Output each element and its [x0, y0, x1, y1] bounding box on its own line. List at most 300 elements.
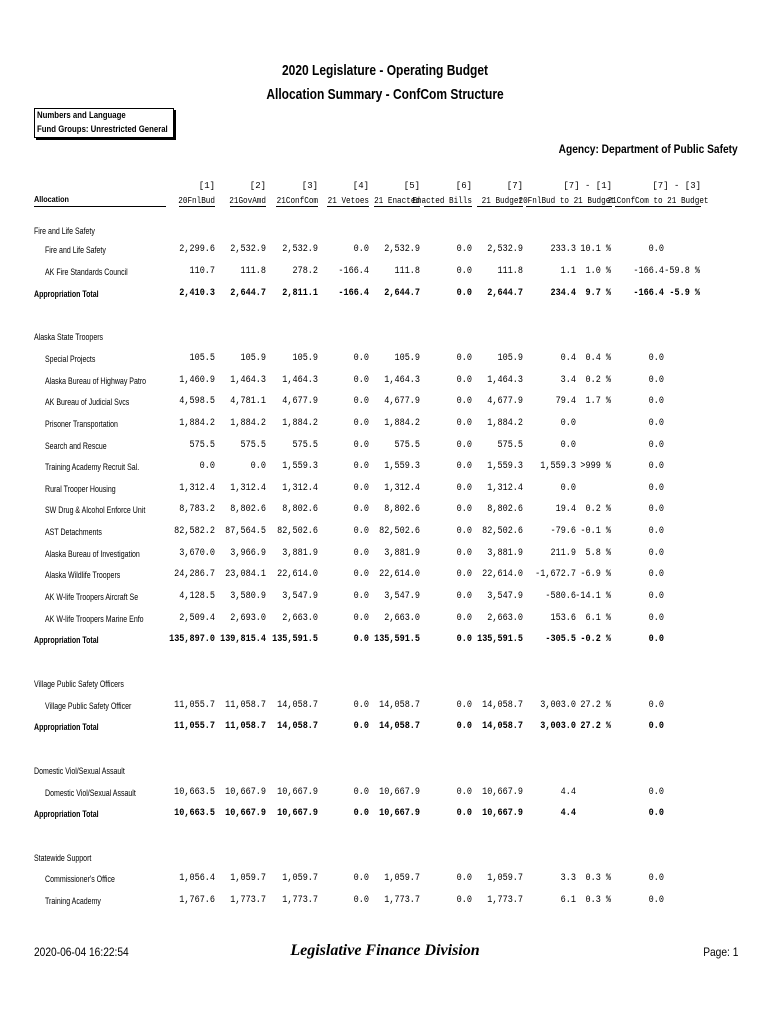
- column-underline: [615, 206, 701, 207]
- report-subtitle: Allocation Summary - ConfCom Structure: [266, 86, 504, 103]
- cell-col-2: 1,773.7: [230, 895, 266, 906]
- cell-col-8: -305.5: [545, 634, 576, 645]
- cell-col-7: 4,677.9: [487, 396, 523, 407]
- cell-col-7: 1,312.4: [487, 483, 523, 494]
- cell-col-8: 3.4: [560, 375, 576, 386]
- group-header: [0, 331, 770, 345]
- row-label: Special Projects: [45, 354, 96, 364]
- cell-col-5: 1,312.4: [384, 483, 420, 494]
- row-label: AK W-life Troopers Aircraft Se: [45, 592, 139, 602]
- cell-col-3: 278.2: [292, 266, 318, 277]
- cell-col-10: 0.0: [648, 808, 664, 819]
- cell-col-4: 0.0: [353, 483, 369, 494]
- cell-col-10: 0.0: [648, 548, 664, 559]
- cell-col-3: 1,464.3: [282, 375, 318, 386]
- cell-col-10: 0.0: [648, 440, 664, 451]
- cell-col-11: -5.9 %: [669, 288, 700, 299]
- row-label: Village Public Safety Officer: [45, 701, 132, 711]
- cell-col-2: 2,532.9: [230, 244, 266, 255]
- cell-col-6: 0.0: [456, 873, 472, 884]
- cell-col-6: 0.0: [456, 895, 472, 906]
- cell-col-8: 4.4: [560, 787, 576, 798]
- cell-col-7: 2,532.9: [487, 244, 523, 255]
- table-row: [0, 461, 770, 475]
- cell-col-2: 1,312.4: [230, 483, 266, 494]
- cell-col-5: 1,773.7: [384, 895, 420, 906]
- cell-col-7: 135,591.5: [477, 634, 523, 645]
- table-row: [0, 895, 770, 909]
- cell-col-7: 3,881.9: [487, 548, 523, 559]
- cell-col-9: 10.1 %: [580, 244, 611, 255]
- cell-col-9: 0.2 %: [585, 504, 611, 515]
- cell-col-3: 1,059.7: [282, 873, 318, 884]
- column-number-8: [7] - [1]: [563, 181, 612, 191]
- cell-col-5: 2,644.7: [384, 288, 420, 299]
- cell-col-3: 14,058.7: [277, 700, 318, 711]
- table-row: [0, 613, 770, 627]
- cell-col-5: 1,464.3: [384, 375, 420, 386]
- cell-col-2: 87,564.5: [225, 526, 266, 537]
- cell-col-7: 10,667.9: [482, 787, 523, 798]
- cell-col-2: 11,058.7: [225, 721, 266, 732]
- cell-col-5: 10,667.9: [379, 787, 420, 798]
- cell-col-2: 23,084.1: [225, 569, 266, 580]
- cell-col-10: 0.0: [648, 483, 664, 494]
- cell-col-1: 10,663.5: [174, 808, 215, 819]
- cell-col-5: 14,058.7: [379, 721, 420, 732]
- column-underline: [179, 206, 215, 207]
- cell-col-1: 105.5: [189, 353, 215, 364]
- cell-col-9: 0.3 %: [585, 895, 611, 906]
- cell-col-10: 0.0: [648, 591, 664, 602]
- cell-col-4: 0.0: [353, 895, 369, 906]
- cell-col-6: 0.0: [456, 353, 472, 364]
- cell-col-8: 153.6: [550, 613, 576, 624]
- cell-col-3: 1,559.3: [282, 461, 318, 472]
- cell-col-5: 10,667.9: [379, 808, 420, 819]
- table-row: [0, 440, 770, 454]
- cell-col-4: 0.0: [353, 787, 369, 798]
- table-row: [0, 591, 770, 605]
- table-row: [0, 418, 770, 432]
- cell-col-5: 22,614.0: [379, 569, 420, 580]
- cell-col-1: 135,897.0: [169, 634, 215, 645]
- row-label: Training Academy Recruit Sal.: [45, 462, 140, 472]
- cell-col-3: 575.5: [292, 440, 318, 451]
- cell-col-6: 0.0: [456, 787, 472, 798]
- cell-col-10: 0.0: [648, 353, 664, 364]
- cell-col-8: 233.3: [550, 244, 576, 255]
- cell-col-11: -59.8 %: [664, 266, 700, 277]
- cell-col-4: 0.0: [353, 353, 369, 364]
- column-number-9: [7] - [3]: [652, 181, 701, 191]
- cell-col-4: 0.0: [353, 591, 369, 602]
- cell-col-8: 0.0: [560, 418, 576, 429]
- filter-numbers-language: Numbers and Language: [37, 110, 126, 121]
- cell-col-4: 0.0: [353, 396, 369, 407]
- cell-col-2: 10,667.9: [225, 808, 266, 819]
- cell-col-10: 0.0: [648, 873, 664, 884]
- cell-col-9: 27.2 %: [580, 700, 611, 711]
- cell-col-6: 0.0: [456, 613, 472, 624]
- cell-col-10: -166.4: [633, 266, 664, 277]
- cell-col-2: 10,667.9: [225, 787, 266, 798]
- cell-col-8: 19.4: [555, 504, 576, 515]
- appropriation-total-row: [0, 808, 770, 822]
- cell-col-2: 139,815.4: [220, 634, 266, 645]
- cell-col-4: 0.0: [353, 721, 369, 732]
- cell-col-9: -6.9 %: [580, 569, 611, 580]
- cell-col-2: 0.0: [250, 461, 266, 472]
- table-row: [0, 548, 770, 562]
- cell-col-9: >999 %: [580, 461, 611, 472]
- cell-col-10: 0.0: [648, 418, 664, 429]
- cell-col-8: 211.9: [550, 548, 576, 559]
- row-label: SW Drug & Alcohol Enforce Unit: [45, 505, 146, 515]
- cell-col-3: 82,502.6: [277, 526, 318, 537]
- cell-col-10: 0.0: [648, 244, 664, 255]
- row-label: AK Bureau of Judicial Svcs: [45, 397, 130, 407]
- footer-timestamp: 2020-06-04 16:22:54: [34, 945, 129, 959]
- cell-col-10: -166.4: [633, 288, 664, 299]
- cell-col-2: 3,580.9: [230, 591, 266, 602]
- cell-col-6: 0.0: [456, 266, 472, 277]
- group-header: [0, 678, 770, 692]
- cell-col-3: 14,058.7: [277, 721, 318, 732]
- cell-col-6: 0.0: [456, 504, 472, 515]
- row-label: Alaska Bureau of Highway Patro: [45, 376, 147, 386]
- cell-col-6: 0.0: [456, 569, 472, 580]
- table-row: [0, 396, 770, 410]
- cell-col-2: 105.9: [240, 353, 266, 364]
- cell-col-1: 4,128.5: [179, 591, 215, 602]
- cell-col-3: 105.9: [292, 353, 318, 364]
- row-label: Alaska Wildlife Troopers: [45, 570, 121, 580]
- report-title: 2020 Legislature - Operating Budget: [281, 62, 489, 79]
- row-label: Commissioner's Office: [45, 874, 115, 884]
- agency-label: Agency: Department of Public Safety: [558, 142, 738, 156]
- cell-col-8: -79.6: [550, 526, 576, 537]
- cell-col-7: 1,884.2: [487, 418, 523, 429]
- column-number-3: [3]: [301, 181, 318, 191]
- cell-col-2: 8,802.6: [230, 504, 266, 515]
- row-label: Prisoner Transportation: [45, 419, 118, 429]
- cell-col-10: 0.0: [648, 634, 664, 645]
- column-name-8: 20FnlBud to 21 Budget: [518, 196, 615, 206]
- group-header: [0, 765, 770, 779]
- cell-col-6: 0.0: [456, 808, 472, 819]
- cell-col-5: 111.8: [394, 266, 420, 277]
- cell-col-9: -0.1 %: [580, 526, 611, 537]
- group-header: [0, 225, 770, 239]
- column-underline: [477, 206, 523, 207]
- cell-col-7: 2,644.7: [487, 288, 523, 299]
- table-row: [0, 353, 770, 367]
- cell-col-1: 110.7: [189, 266, 215, 277]
- row-label: Domestic Viol/Sexual Assault: [34, 766, 125, 776]
- filter-fund-groups: Fund Groups: Unrestricted General: [37, 124, 168, 135]
- cell-col-4: 0.0: [353, 526, 369, 537]
- cell-col-10: 0.0: [648, 375, 664, 386]
- cell-col-4: 0.0: [353, 700, 369, 711]
- appropriation-total-row: [0, 288, 770, 302]
- cell-col-4: 0.0: [353, 548, 369, 559]
- row-label: Rural Trooper Housing: [45, 484, 116, 494]
- cell-col-3: 2,532.9: [282, 244, 318, 255]
- row-label: Domestic Viol/Sexual Assault: [45, 788, 136, 798]
- row-label: Alaska Bureau of Investigation: [45, 549, 140, 559]
- cell-col-7: 1,464.3: [487, 375, 523, 386]
- cell-col-3: 4,677.9: [282, 396, 318, 407]
- cell-col-6: 0.0: [456, 634, 472, 645]
- cell-col-5: 1,059.7: [384, 873, 420, 884]
- cell-col-3: 10,667.9: [277, 808, 318, 819]
- row-label: Appropriation Total: [34, 289, 99, 299]
- cell-col-4: -166.4: [338, 288, 369, 299]
- cell-col-1: 1,460.9: [179, 375, 215, 386]
- cell-col-3: 2,811.1: [282, 288, 318, 299]
- table-row: [0, 787, 770, 801]
- cell-col-6: 0.0: [456, 418, 472, 429]
- cell-col-7: 2,663.0: [487, 613, 523, 624]
- cell-col-5: 8,802.6: [384, 504, 420, 515]
- column-name-9: 21ConfCom to 21 Budget: [607, 196, 709, 206]
- row-label: Statewide Support: [34, 853, 92, 863]
- cell-col-3: 3,881.9: [282, 548, 318, 559]
- cell-col-1: 575.5: [189, 440, 215, 451]
- cell-col-2: 1,884.2: [230, 418, 266, 429]
- cell-col-4: 0.0: [353, 440, 369, 451]
- cell-col-10: 0.0: [648, 504, 664, 515]
- table-row: [0, 266, 770, 280]
- cell-col-4: 0.0: [353, 613, 369, 624]
- column-name-6: Enacted Bills: [412, 196, 472, 206]
- cell-col-10: 0.0: [648, 700, 664, 711]
- row-label: AST Detachments: [45, 527, 102, 537]
- cell-col-10: 0.0: [648, 787, 664, 798]
- column-number-4: [4]: [352, 181, 369, 191]
- cell-col-8: 0.0: [560, 440, 576, 451]
- cell-col-7: 10,667.9: [482, 808, 523, 819]
- cell-col-4: -166.4: [338, 266, 369, 277]
- cell-col-1: 1,312.4: [179, 483, 215, 494]
- cell-col-5: 1,559.3: [384, 461, 420, 472]
- row-label: AK W-life Troopers Marine Enfo: [45, 614, 144, 624]
- cell-col-7: 575.5: [497, 440, 523, 451]
- column-number-2: [2]: [249, 181, 266, 191]
- cell-col-8: 1.1: [560, 266, 576, 277]
- cell-col-3: 1,312.4: [282, 483, 318, 494]
- cell-col-6: 0.0: [456, 483, 472, 494]
- cell-col-8: 0.0: [560, 483, 576, 494]
- cell-col-7: 1,059.7: [487, 873, 523, 884]
- cell-col-7: 1,559.3: [487, 461, 523, 472]
- column-name-4: 21 Vetoes: [327, 196, 369, 206]
- cell-col-6: 0.0: [456, 700, 472, 711]
- cell-col-5: 105.9: [394, 353, 420, 364]
- cell-col-8: 234.4: [550, 288, 576, 299]
- cell-col-3: 2,663.0: [282, 613, 318, 624]
- cell-col-6: 0.0: [456, 244, 472, 255]
- cell-col-2: 3,966.9: [230, 548, 266, 559]
- cell-col-10: 0.0: [648, 895, 664, 906]
- allocation-column-header: Allocation: [34, 194, 69, 204]
- cell-col-9: -0.2 %: [580, 634, 611, 645]
- table-row: [0, 244, 770, 258]
- row-label: Village Public Safety Officers: [34, 679, 124, 689]
- cell-col-9: 5.8 %: [585, 548, 611, 559]
- column-name-5: 21 Enacted: [374, 196, 420, 206]
- row-label: Appropriation Total: [34, 635, 99, 645]
- row-label: Training Academy: [45, 896, 101, 906]
- cell-col-8: 4.4: [560, 808, 576, 819]
- cell-col-1: 0.0: [199, 461, 215, 472]
- cell-col-1: 1,884.2: [179, 418, 215, 429]
- cell-col-6: 0.0: [456, 548, 472, 559]
- appropriation-total-row: [0, 634, 770, 648]
- cell-col-10: 0.0: [648, 396, 664, 407]
- footer-page-number: Page: 1: [702, 945, 738, 959]
- table-row: [0, 873, 770, 887]
- cell-col-1: 11,055.7: [174, 700, 215, 711]
- footer-division: Legislative Finance Division: [290, 942, 480, 959]
- cell-col-10: 0.0: [648, 461, 664, 472]
- cell-col-9: 9.7 %: [585, 288, 611, 299]
- cell-col-10: 0.0: [648, 613, 664, 624]
- column-number-5: [5]: [403, 181, 420, 191]
- cell-col-8: 3,003.0: [540, 700, 576, 711]
- column-name-3: 21ConfCom: [276, 196, 318, 206]
- cell-col-4: 0.0: [353, 504, 369, 515]
- table-row: [0, 375, 770, 389]
- cell-col-6: 0.0: [456, 288, 472, 299]
- cell-col-6: 0.0: [456, 721, 472, 732]
- row-label: Search and Rescue: [45, 441, 107, 451]
- cell-col-8: -1,672.7: [535, 569, 576, 580]
- cell-col-9: 27.2 %: [580, 721, 611, 732]
- group-header: [0, 852, 770, 866]
- cell-col-7: 105.9: [497, 353, 523, 364]
- row-label: Fire and Life Safety: [45, 245, 106, 255]
- cell-col-5: 4,677.9: [384, 396, 420, 407]
- appropriation-total-row: [0, 721, 770, 735]
- cell-col-7: 3,547.9: [487, 591, 523, 602]
- cell-col-4: 0.0: [353, 634, 369, 645]
- cell-col-1: 2,509.4: [179, 613, 215, 624]
- cell-col-8: 6.1: [560, 895, 576, 906]
- column-underline: [230, 206, 266, 207]
- cell-col-1: 3,670.0: [179, 548, 215, 559]
- cell-col-7: 111.8: [497, 266, 523, 277]
- cell-col-6: 0.0: [456, 461, 472, 472]
- cell-col-2: 2,644.7: [230, 288, 266, 299]
- cell-col-1: 24,286.7: [174, 569, 215, 580]
- cell-col-2: 2,693.0: [230, 613, 266, 624]
- cell-col-3: 10,667.9: [277, 787, 318, 798]
- cell-col-7: 82,502.6: [482, 526, 523, 537]
- row-label: Alaska State Troopers: [34, 332, 104, 342]
- cell-col-1: 2,299.6: [179, 244, 215, 255]
- cell-col-7: 8,802.6: [487, 504, 523, 515]
- table-row: [0, 504, 770, 518]
- cell-col-2: 1,059.7: [230, 873, 266, 884]
- cell-col-7: 1,773.7: [487, 895, 523, 906]
- cell-col-9: 6.1 %: [585, 613, 611, 624]
- cell-col-9: 0.3 %: [585, 873, 611, 884]
- cell-col-10: 0.0: [648, 526, 664, 537]
- cell-col-2: 575.5: [240, 440, 266, 451]
- table-row: [0, 700, 770, 714]
- cell-col-8: 3.3: [560, 873, 576, 884]
- cell-col-3: 135,591.5: [272, 634, 318, 645]
- cell-col-1: 4,598.5: [179, 396, 215, 407]
- column-number-1: [1]: [198, 181, 215, 191]
- column-underline: [526, 206, 612, 207]
- cell-col-7: 22,614.0: [482, 569, 523, 580]
- cell-col-7: 14,058.7: [482, 700, 523, 711]
- column-name-2: 21GovAmd: [229, 196, 266, 206]
- column-name-1: 20FnlBud: [178, 196, 215, 206]
- cell-col-4: 0.0: [353, 418, 369, 429]
- cell-col-1: 1,767.6: [179, 895, 215, 906]
- cell-col-4: 0.0: [353, 808, 369, 819]
- filter-box: [34, 108, 174, 138]
- cell-col-8: 79.4: [555, 396, 576, 407]
- cell-col-3: 1,773.7: [282, 895, 318, 906]
- cell-col-5: 3,547.9: [384, 591, 420, 602]
- allocation-underline: [34, 206, 166, 207]
- cell-col-1: 82,582.2: [174, 526, 215, 537]
- column-number-7: [7]: [506, 181, 523, 191]
- cell-col-3: 3,547.9: [282, 591, 318, 602]
- cell-col-2: 1,464.3: [230, 375, 266, 386]
- cell-col-3: 8,802.6: [282, 504, 318, 515]
- cell-col-5: 135,591.5: [374, 634, 420, 645]
- cell-col-6: 0.0: [456, 440, 472, 451]
- cell-col-9: 1.0 %: [585, 266, 611, 277]
- cell-col-6: 0.0: [456, 591, 472, 602]
- cell-col-5: 82,502.6: [379, 526, 420, 537]
- cell-col-1: 11,055.7: [174, 721, 215, 732]
- cell-col-9: 0.2 %: [585, 375, 611, 386]
- cell-col-1: 8,783.2: [179, 504, 215, 515]
- cell-col-3: 22,614.0: [277, 569, 318, 580]
- cell-col-2: 111.8: [240, 266, 266, 277]
- cell-col-10: 0.0: [648, 721, 664, 732]
- row-label: Fire and Life Safety: [34, 226, 95, 236]
- cell-col-5: 3,881.9: [384, 548, 420, 559]
- row-label: Appropriation Total: [34, 809, 99, 819]
- column-name-7: 21 Budget: [481, 196, 523, 206]
- cell-col-6: 0.0: [456, 526, 472, 537]
- table-row: [0, 526, 770, 540]
- row-label: Appropriation Total: [34, 722, 99, 732]
- cell-col-3: 1,884.2: [282, 418, 318, 429]
- cell-col-8: 3,003.0: [540, 721, 576, 732]
- cell-col-4: 0.0: [353, 873, 369, 884]
- cell-col-1: 1,056.4: [179, 873, 215, 884]
- cell-col-2: 4,781.1: [230, 396, 266, 407]
- cell-col-5: 2,532.9: [384, 244, 420, 255]
- table-row: [0, 569, 770, 583]
- cell-col-2: 11,058.7: [225, 700, 266, 711]
- cell-col-4: 0.0: [353, 375, 369, 386]
- cell-col-9: 1.7 %: [585, 396, 611, 407]
- cell-col-5: 14,058.7: [379, 700, 420, 711]
- cell-col-8: -580.6: [545, 591, 576, 602]
- cell-col-10: 0.0: [648, 569, 664, 580]
- cell-col-5: 2,663.0: [384, 613, 420, 624]
